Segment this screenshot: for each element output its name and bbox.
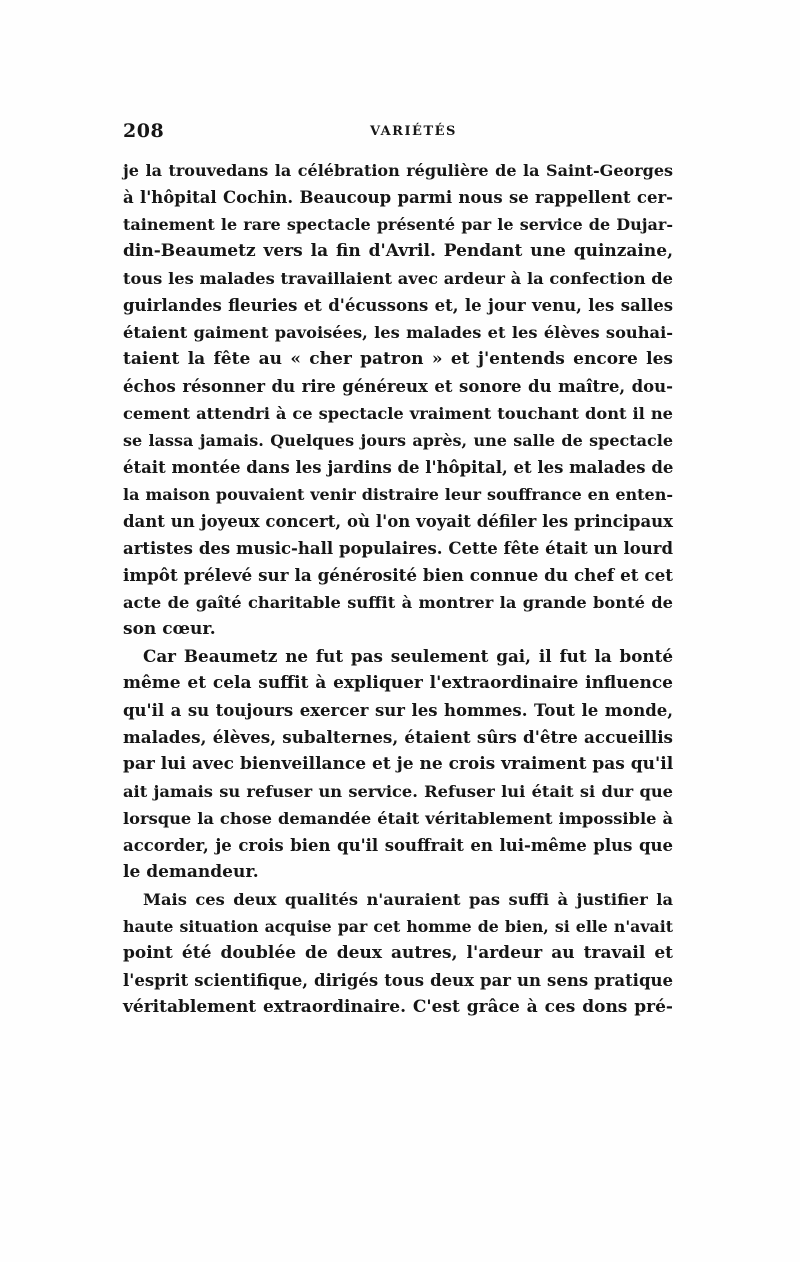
text-line-paragraph-end: le demandeur. [123,862,259,882]
page-header [123,120,677,148]
text-line: je la trouvedans la célébration régulière de la Saint-Georges [123,161,673,180]
text-line: din-Beaumetz vers la fin d'Avril. Pendant une quinzaine, [123,241,673,261]
text-line: haute situation acquise par cet homme de bien, si elle n'avait [123,917,673,936]
text-line: tous les malades travaillaient avec ardeur à la confection de [123,269,673,288]
text-line: acte de gaîté charitable suffit à montrer la grande bonté de [123,593,673,612]
text-line: guirlandes fleuries et d'écussons et, le jour venu, les salles [123,296,673,315]
text-line-paragraph-start: Car Beaumetz ne fut pas seulement gai, il fut la bonté [143,646,673,666]
text-line: ait jamais su refuser un service. Refuser lui était si dur que [123,782,673,801]
text-line: même et cela suffit à expliquer l'extraordinaire influence [123,673,673,693]
text-line: malades, élèves, subalternes, étaient sûrs d'être accueillis [123,727,673,747]
text-line: point été doublée de deux autres, l'ardeur au travail et [123,943,673,963]
page-number: 208 [123,120,165,142]
text-line: impôt prélevé sur la générosité bien connue du chef et cet [123,565,673,585]
text-line: lorsque la chose demandée était véritablement impossible à [123,809,673,828]
text-line: la maison pouvaient venir distraire leur souffrance en enten- [123,485,673,504]
text-line: était montée dans les jardins de l'hôpital, et les malades de [123,458,674,477]
running-head: VARIÉTÉS [370,124,457,139]
text-line: se lassa jamais. Quelques jours après, une salle de spectacle [123,431,673,450]
text-line: cement attendri à ce spectacle vraiment touchant dont il ne [123,404,673,423]
text-line: taient la fête au « cher patron » et j'entends encore les [123,349,673,369]
text-line: qu'il a su toujours exercer sur les hommes. Tout le monde, [123,701,673,720]
text-line-paragraph-end: son cœur. [123,619,216,639]
body-text [123,157,673,1021]
text-line-paragraph-start: Mais ces deux qualités n'auraient pas suffi à justifier la [143,890,673,909]
text-line: dant un joyeux concert, où l'on voyait défiler les principaux [123,512,673,531]
text-line: étaient gaiment pavoisées, les malades et les élèves souhai- [123,323,673,342]
text-line: véritablement extraordinaire. C'est grâce à ces dons pré- [123,997,673,1017]
text-line: tainement le rare spectacle présenté par le service de Dujar- [123,215,673,234]
text-line: accorder, je crois bien qu'il souffrait en lui-même plus que [123,836,673,855]
text-line: échos résonner du rire généreux et sonore du maître, dou- [123,377,673,396]
text-line: par lui avec bienveillance et je ne crois vraiment pas qu'il [123,754,674,774]
text-line: l'esprit scientifique, dirigés tous deux par un sens pratique [123,971,673,990]
text-line: artistes des music-hall populaires. Cette fête était un lourd [123,539,673,558]
text-line: à l'hôpital Cochin. Beaucoup parmi nous se rappellent cer- [123,188,673,207]
